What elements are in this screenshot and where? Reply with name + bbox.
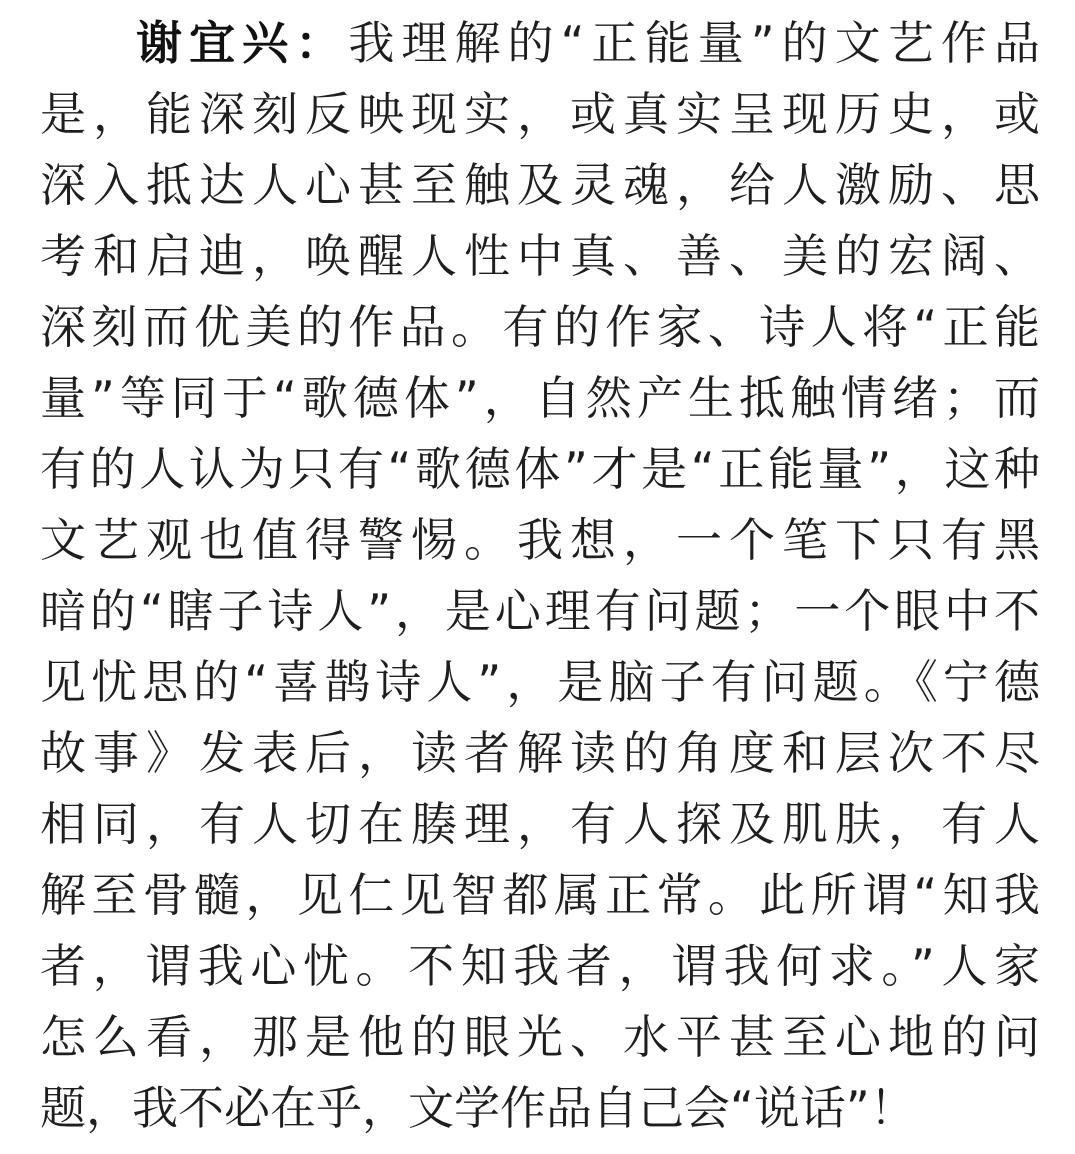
paragraph-line: 量”等同于“歌德体”，自然产生抵触情绪；而 (40, 371, 1040, 425)
article-paragraph (40, 8, 1040, 1144)
paragraph-line (40, 8, 1040, 79)
paragraph-line: 相同，有人切在腠理，有人探及肌肤，有人 (40, 797, 1040, 851)
paragraph-line: 深入抵达人心甚至触及灵魂，给人激励、思 (40, 158, 1040, 212)
paragraph-line: 者，谓我心忧。不知我者，谓我何求。”人家 (40, 939, 1040, 993)
paragraph-line: 故事》发表后，读者解读的角度和层次不尽 (40, 726, 1040, 780)
paragraph-line: 深刻而优美的作品。有的作家、诗人将“正能 (40, 300, 1040, 354)
paragraph-line: 解至骨髓，见仁见智都属正常。此所谓“知我 (40, 868, 1040, 922)
paragraph-line: 题，我不必在乎，文学作品自己会“说话”！ (40, 1081, 916, 1135)
paragraph-line: 见忧思的“喜鹊诗人”，是脑子有问题。《宁德 (40, 655, 1040, 709)
paragraph-line: 考和启迪，唤醒人性中真、善、美的宏阔、 (40, 229, 1040, 283)
paragraph-line: 是，能深刻反映现实，或真实呈现历史，或 (40, 87, 1040, 141)
paragraph-line: 暗的“瞎子诗人”，是心理有问题；一个眼中不 (40, 584, 1040, 638)
speaker-name: 谢宜兴： (136, 16, 349, 70)
paragraph-line: 有的人认为只有“歌德体”才是“正能量”，这种 (40, 442, 1040, 496)
paragraph-line: 怎么看，那是他的眼光、水平甚至心地的问 (40, 1010, 1040, 1064)
line-text: 我理解的“正能量”的文艺作品 (348, 16, 1040, 70)
paragraph-line: 文艺观也值得警惕。我想，一个笔下只有黑 (40, 513, 1040, 567)
